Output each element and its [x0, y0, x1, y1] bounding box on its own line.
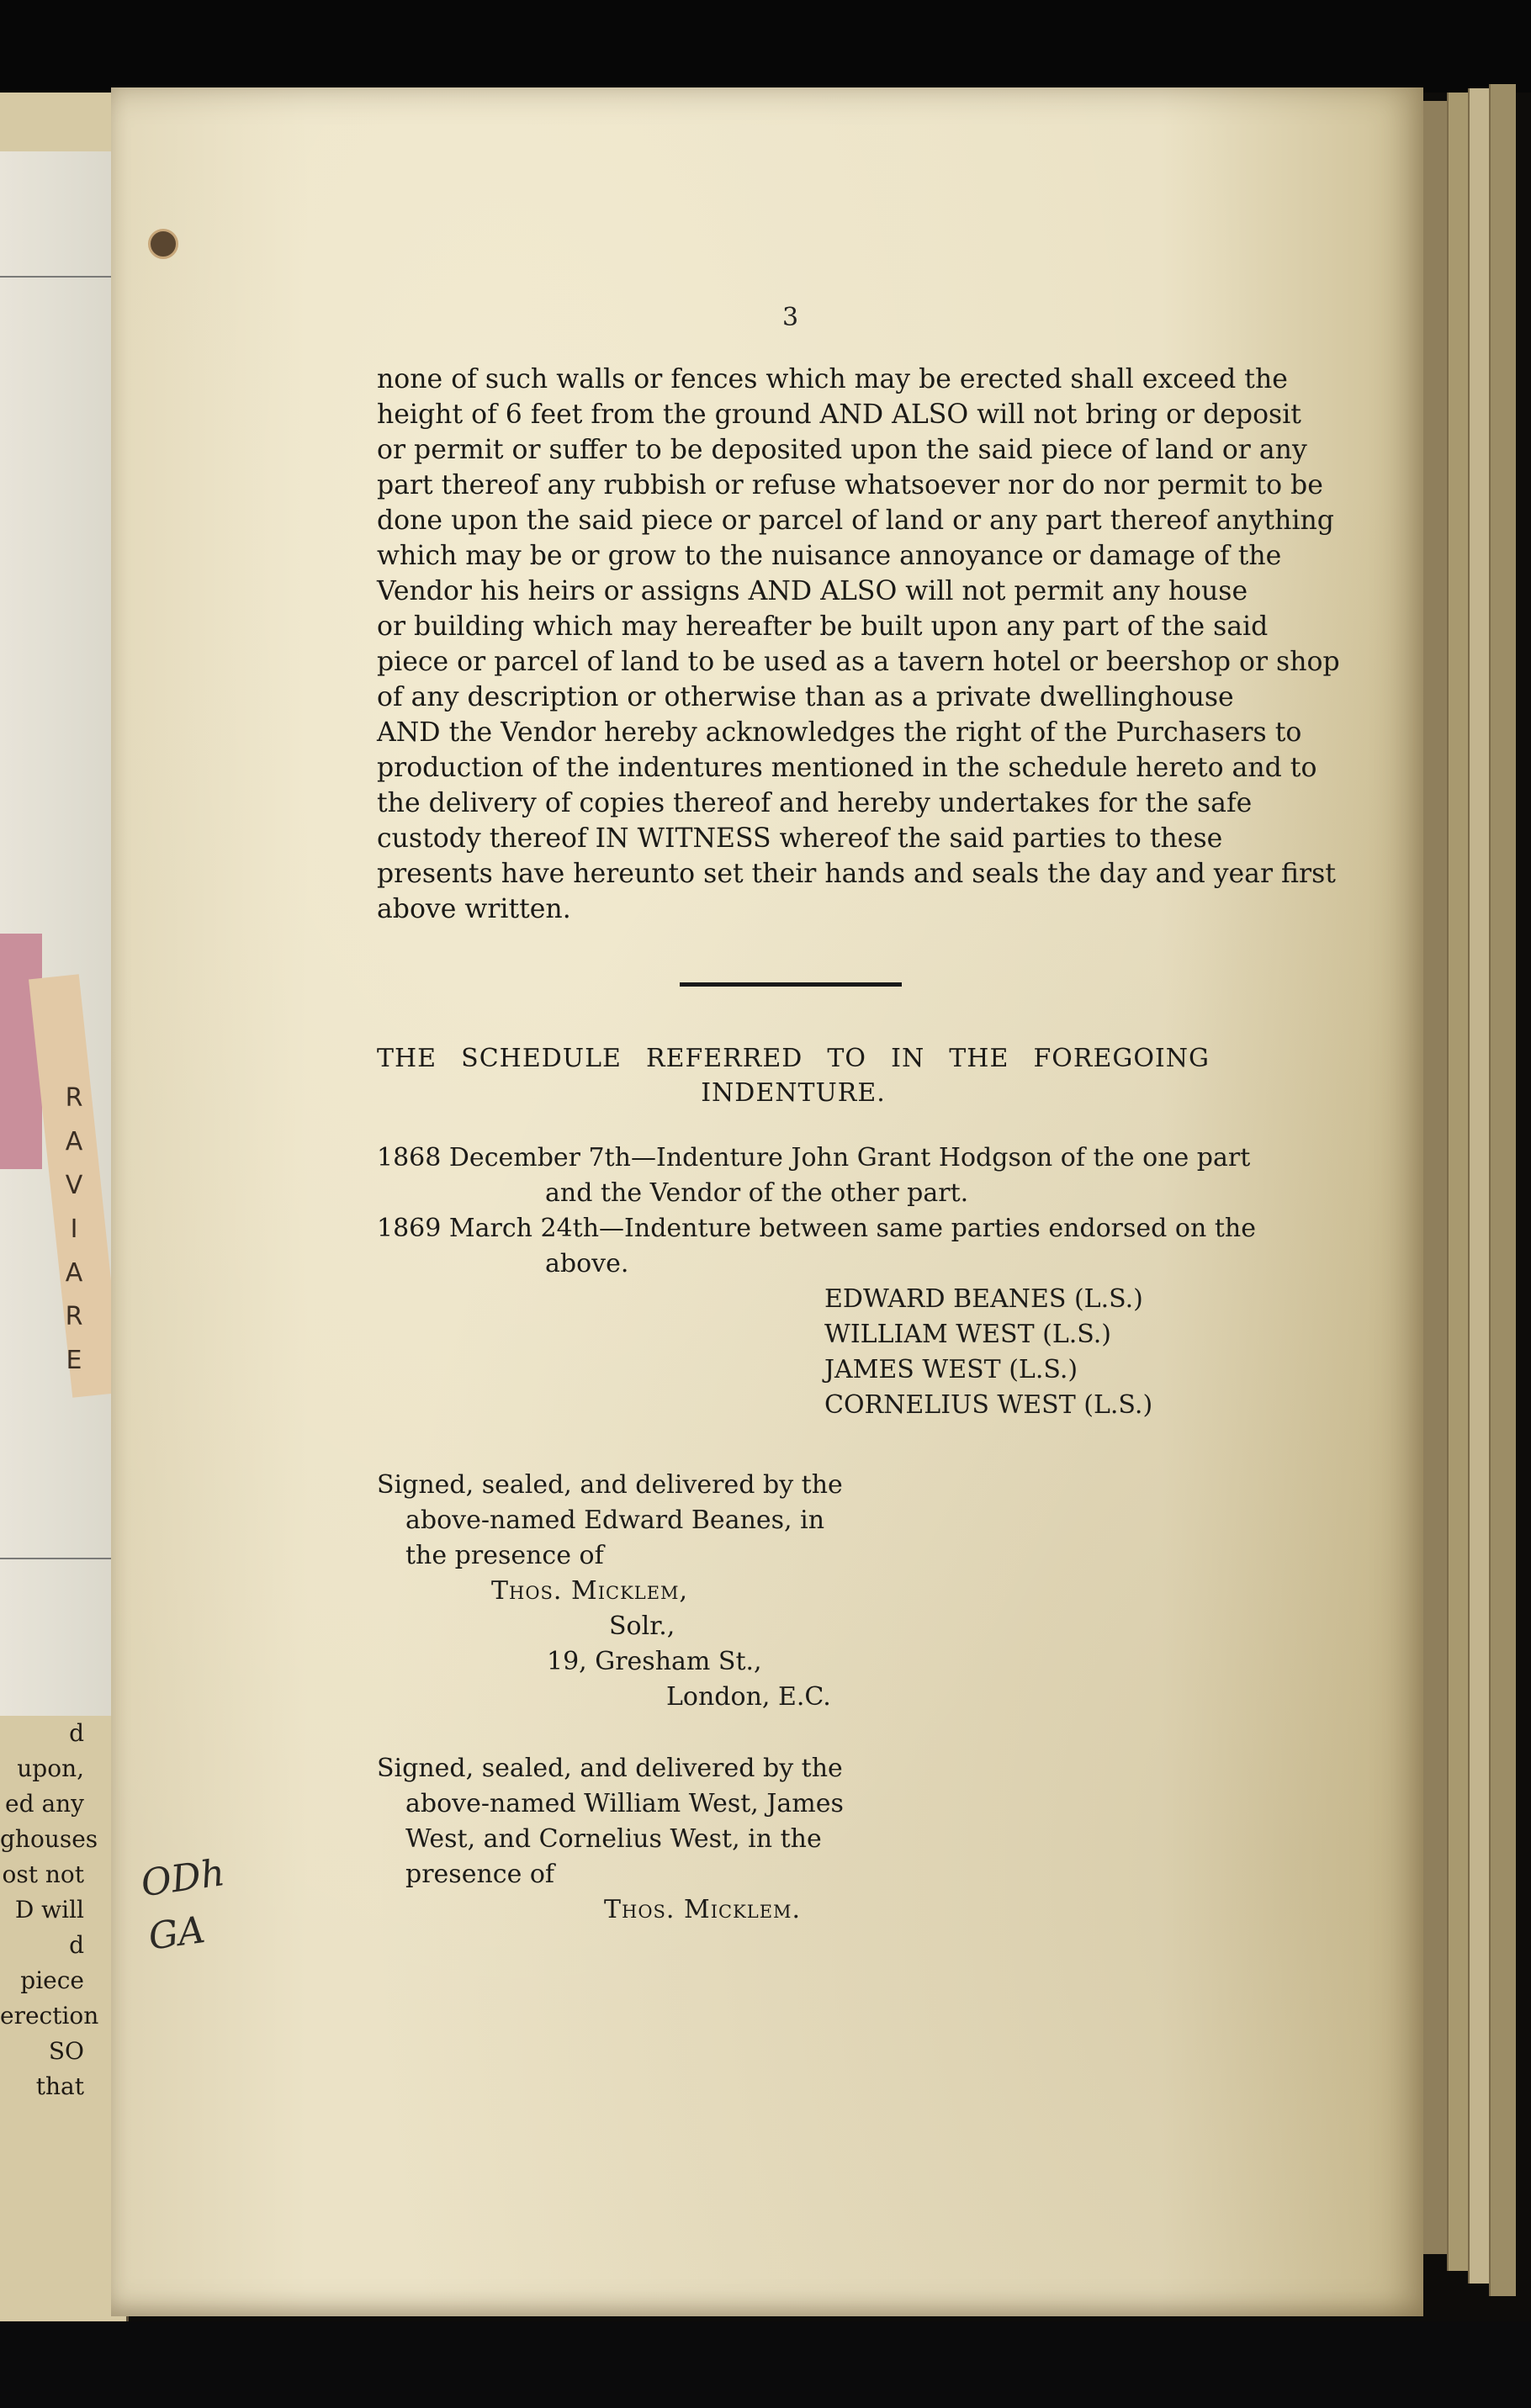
signatories-list: [824, 1282, 1211, 1423]
witness-name: Thos. Micklem,: [491, 1576, 689, 1606]
schedule-entry-continuation: above.: [545, 1249, 629, 1278]
body-line: the delivery of copies thereof and hereby undertakes for the safe: [377, 788, 1253, 818]
body-line: done upon the said piece or parcel of land or any part thereof anything: [377, 505, 1334, 536]
body-line: none of such walls or fences which may be erected shall exceed the: [377, 364, 1288, 394]
schedule-entry: 1868 December 7th—Indenture John Grant Hodgson of the one part: [377, 1143, 1251, 1172]
schedule-heading: THE SCHEDULE REFERRED TO IN THE FOREGOING INDENTURE.: [377, 1044, 1210, 1108]
deed-body-text: [377, 362, 1340, 927]
attestation-clause-beanes: Signed, sealed, and delivered by the above-named Edward Beanes, in the presence of Thos. Micklem, Solr., 19, Gresham St., London, E.C.: [377, 1468, 823, 1715]
attestation-clause-west: Signed, sealed, and delivered by the above-named William West, James West, and Cornelius West, in the presence of Thos. Micklem.: [377, 1751, 823, 1928]
body-line: part thereof any rubbish or refuse whatsoever nor do nor permit to be: [377, 470, 1323, 500]
signatory: JAMES WEST (L.S.): [824, 1355, 1078, 1384]
body-line: above written.: [377, 894, 571, 924]
page-edge: [1489, 84, 1516, 2296]
body-line: piece or parcel of land to be used as a tavern hotel or beershop or shop: [377, 647, 1340, 677]
body-line: production of the indentures mentioned in the schedule hereto and to: [377, 753, 1317, 783]
witness-address: 19, Gresham St.,: [547, 1647, 762, 1676]
map-road-label: R A V I A R E: [65, 1083, 83, 1375]
body-line: custody thereof IN WITNESS whereof the said parties to these: [377, 823, 1223, 854]
body-line: or building which may hereafter be built upon any part of the said: [377, 611, 1269, 642]
handwritten-initials: ODh GA: [138, 1851, 228, 1959]
schedule-entry: 1869 March 24th—Indenture between same parties endorsed on the: [377, 1214, 1256, 1243]
facing-page-text: d upon, ed any ghouses ost not D will d piece erection SO that: [0, 1719, 99, 2100]
binding-hole: [148, 229, 178, 259]
schedule-entry-continuation: and the Vendor of the other part.: [545, 1178, 969, 1208]
body-line: height of 6 feet from the ground AND ALSO will not bring or deposit: [377, 400, 1301, 430]
body-line: of any description or otherwise than as a private dwellinghouse: [377, 682, 1234, 712]
body-line: AND the Vendor hereby acknowledges the right of the Purchasers to: [377, 717, 1302, 748]
body-line: Vendor his heirs or assigns AND ALSO will not permit any house: [377, 576, 1248, 606]
body-line: which may be or grow to the nuisance annoyance or damage of the: [377, 541, 1282, 571]
witness-title: Solr.,: [609, 1612, 675, 1641]
witness-name: Thos. Micklem.: [604, 1895, 802, 1924]
background-top: [0, 0, 1531, 93]
witness-address: London, E.C.: [666, 1682, 831, 1712]
signatory: WILLIAM WEST (L.S.): [824, 1320, 1112, 1349]
body-line: presents have hereunto set their hands and seals the day and year first: [377, 859, 1336, 889]
signatory: EDWARD BEANES (L.S.): [824, 1284, 1143, 1314]
page-number: 3: [782, 303, 799, 332]
schedule-entries: [377, 1140, 1256, 1282]
section-divider: [680, 982, 902, 987]
signatory: CORNELIUS WEST (L.S.): [824, 1390, 1153, 1420]
background-bottom: [0, 2321, 1531, 2408]
body-line: or permit or suffer to be deposited upon the said piece of land or any: [377, 435, 1307, 465]
